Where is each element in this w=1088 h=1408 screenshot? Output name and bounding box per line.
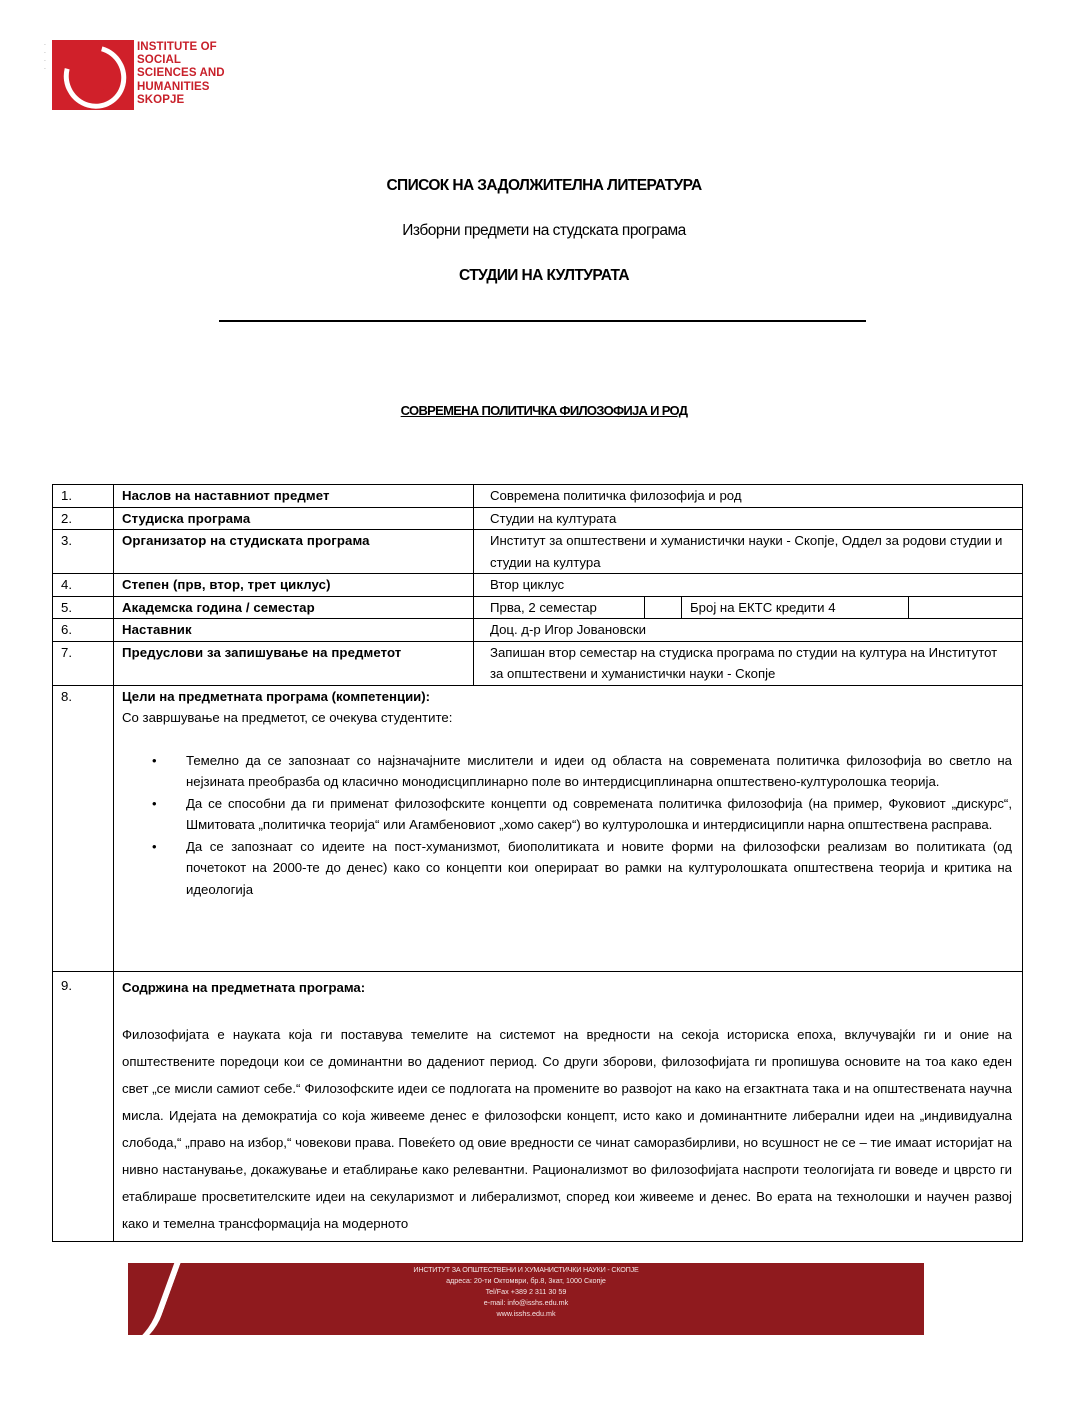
row-label: Предуслови за запишување на предметот	[114, 641, 474, 685]
footer-phone: Tel/Fax +389 2 311 30 59	[485, 1287, 567, 1296]
logo-side-marks: · · · ·	[44, 42, 46, 73]
row-number: 3.	[53, 530, 114, 574]
footer-email[interactable]: e-mail: info@isshs.edu.mk	[483, 1298, 569, 1307]
empty-cell	[909, 597, 1014, 619]
table-row	[53, 596, 1023, 619]
row-number: 2.	[53, 507, 114, 530]
row-value: Запишан втор семестар на студиска програма по студии на култура на Институтот за општествени и хуманистички науки - Скопје	[490, 644, 998, 681]
row-number: 4.	[53, 574, 114, 597]
row-label: Организатор на студиската програма	[114, 530, 474, 574]
logo-line: SKOPJE	[137, 93, 185, 106]
course-info-table	[52, 484, 1023, 1242]
row-label: Наслов на наставниот предмет	[114, 485, 474, 508]
row-value: Втор циклус	[490, 577, 565, 592]
footer-institute-name: ИНСТИТУТ ЗА ОПШТЕСТВЕНИ И ХУМАНИСТИЧКИ НАУКИ - СКОПЈЕ	[413, 1265, 639, 1274]
table-row	[53, 641, 1023, 685]
footer-website[interactable]: www.isshs.edu.mk	[496, 1309, 556, 1318]
footer-contact	[128, 1264, 924, 1319]
list-item: • Да се способни да ги применат филозофските концепти од современата политичка филозофија (на пример, Фуковиот „дискурс“, Шмитовата „политичка теорија“ или Агамбеновиот „хомо сакер“) во културолошка и интердисиципли нарна општествена расправа.	[186, 793, 1012, 836]
course-title: СОВРЕМЕНА ПОЛИТИЧКА ФИЛОЗОФИЈА И РОД	[400, 403, 688, 418]
document-subtitle: Изборни предмети на студската програма	[402, 222, 686, 239]
row-number: 5.	[53, 596, 114, 619]
table-row	[53, 507, 1023, 530]
table-row	[53, 530, 1023, 574]
footer-address: адреса: 20-ти Октомври, бр.8, 3кат, 1000 Скопје	[446, 1276, 606, 1285]
semester-value: Прва, 2 семестар	[482, 597, 645, 619]
row-number: 7.	[53, 641, 114, 685]
goals-intro: Со завршување на предметот, се очекува студентите:	[122, 710, 453, 725]
list-item: • Да се запознаат со идеите на пост-хуманизмот, биополитиката и новите форми на филозофски реализам во политиката (од почетокот на 2000-те до денес) како со концепти кои оперираат во рамки на културолошката општествена теорија и критика на идеологија	[186, 836, 1012, 901]
document-title: СПИСОК НА ЗАДОЛЖИТЕЛНА ЛИТЕРАТУРА	[386, 177, 702, 194]
row-number: 8.	[53, 685, 114, 971]
empty-cell	[645, 597, 682, 619]
logo-line: INSTITUTE OF	[137, 41, 217, 53]
goals-list	[122, 750, 1012, 901]
row-number: 1.	[53, 485, 114, 508]
row-value: Студии на културата	[490, 510, 617, 526]
content-paragraph: Филозофијата е науката која ги поставува темелите на системот на вредности на секоја историска епоха, вклучувајќи ги и оние на општествените поредоци кои се доминантни во дадениот период. Со други зборови, филозофијата ги пропишува основите на тоа како еден свет „се мисли самиот себе.“ Филозофските идеи се подлогата на промените во развојот на како на егзактната така и на општествената научна мисла. Идејата на демократија со која живееме денес е филозофски концепт, исто како и доминантните либерални идеи на „индивидуална слобода,“ „право на избор,“ човекови права. Повеќето од овие вредности се чинат саморазбирливи, но всушност не се – тие имаат историјат на нивно настанување, докажување и етаблирање како релевантни. Рационализмот во филозофијата наспроти теологијата ги воведе и цврсто ги етаблираше просветителските идеи на секуларизмот и либерализмот, според кои живееме и денес. Во ерата на технолошки и научен развој како и темелна трансформација на модерното	[122, 1026, 1012, 1231]
row-label: Студиска програма	[114, 507, 474, 530]
table-row	[53, 574, 1023, 597]
row-value: Современа политичка филозофија и род	[490, 488, 742, 503]
program-title: СТУДИИ НА КУЛТУРАТА	[458, 267, 630, 284]
row-label: Наставник	[114, 619, 474, 642]
logo-line: SOCIAL	[137, 54, 182, 67]
row-number: 6.	[53, 619, 114, 642]
list-item: • Темелно да се запознаат со најзначајните мислители и идеи од областа на современата политичка филозофија во светло на нејзината преобразба од класично монодисциплинарно поле во интердисциплинарна општествено-културолошка теорија.	[186, 750, 1012, 793]
ects-credits: Број на ЕКТС кредити 4	[682, 597, 909, 619]
table-row-content	[53, 971, 1023, 1241]
row-value: Доц. д-р Игор Јовановски	[490, 622, 647, 637]
content-heading: Содржина на предметната програма:	[122, 979, 366, 995]
logo-line: SCIENCES AND	[137, 67, 225, 80]
institute-ring-logo-icon	[52, 40, 134, 110]
table-row-goals	[53, 685, 1023, 971]
institute-logo	[44, 40, 250, 110]
logo-text	[137, 41, 225, 107]
row-number: 9.	[53, 971, 114, 1241]
logo-line: HUMANITIES	[137, 80, 210, 93]
goals-heading: Цели на предметната програма (компетенции):	[122, 688, 431, 704]
row-value: Институт за општествени и хуманистички науки - Скопје, Оддел за родови студии и студии на култура	[490, 533, 1003, 570]
row-label: Степен (прв, втор, трет циклус)	[114, 574, 474, 597]
table-row	[53, 485, 1023, 508]
row-label: Академска година / семестар	[114, 596, 474, 619]
horizontal-divider	[219, 320, 866, 322]
footer-banner	[128, 1263, 924, 1335]
table-row	[53, 619, 1023, 642]
